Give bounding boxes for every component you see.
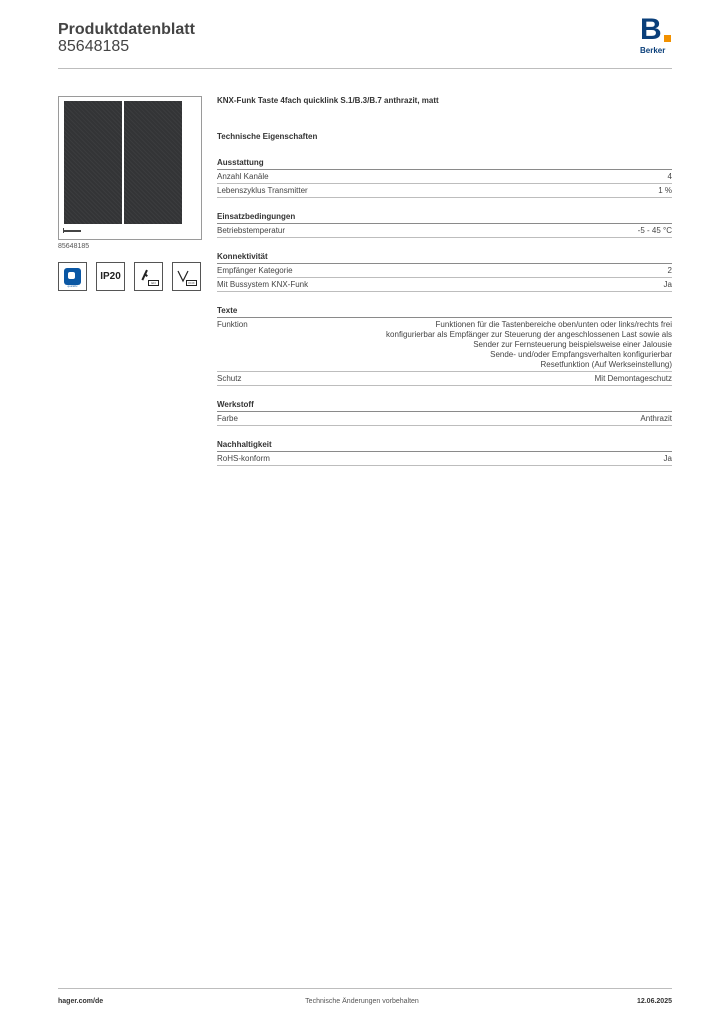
- section-einsatzbedingungen: [217, 212, 672, 238]
- row-value: 4: [667, 172, 672, 181]
- section-konnektivitaet: [217, 252, 672, 292]
- ip20-icon: [96, 262, 125, 291]
- quality-sub: quickfix: [67, 284, 78, 288]
- image-caption: 85648185: [58, 243, 90, 250]
- footer-website-link[interactable]: hager.com/de: [58, 998, 104, 1005]
- section-werkstoff: [217, 400, 672, 426]
- value-line: konfigurierbar als Empfänger zur Steuerung der angeschlossenen Last sowie als: [386, 330, 672, 339]
- table-row: [217, 170, 672, 184]
- row-label: Schutz: [217, 374, 242, 383]
- technical-content: [217, 96, 672, 466]
- section-title: Konnektivität: [217, 252, 672, 264]
- curve-symbol-icon: [172, 262, 201, 291]
- row-value: 1 %: [658, 186, 672, 195]
- row-label: Empfänger Kategorie: [217, 266, 293, 275]
- knx-label: KNX: [186, 280, 197, 286]
- row-label: Lebenszyklus Transmitter: [217, 186, 308, 195]
- row-value: Mit Demontageschutz: [594, 374, 672, 383]
- row-label: Funktion: [217, 320, 248, 329]
- document-title: Produktdatenblatt: [58, 21, 195, 38]
- product-heading: KNX-Funk Taste 4fach quicklink S.1/B.3/B.7 anthrazit, matt: [217, 96, 439, 105]
- quality-q-icon: [58, 262, 87, 291]
- header-divider: [58, 68, 672, 69]
- value-line: Sende- und/oder Empfangsverhalten konfigurierbar: [490, 350, 672, 359]
- table-row: [217, 224, 672, 238]
- table-row: [217, 264, 672, 278]
- section-texte: [217, 306, 672, 386]
- tech-properties-heading: Technische Eigenschaften: [217, 132, 318, 141]
- footer-date: 12.06.2025: [636, 998, 672, 1005]
- footer-divider: [58, 988, 672, 989]
- row-value: 2: [667, 266, 672, 275]
- table-row: [217, 184, 672, 198]
- table-row: [217, 278, 672, 292]
- ip20-label: IP20: [100, 271, 121, 282]
- rocker-right: [124, 101, 182, 224]
- rocker-left: [64, 101, 122, 224]
- en-label: EN: [148, 280, 159, 286]
- row-value: Ja: [663, 280, 672, 289]
- section-title: Texte: [217, 306, 672, 318]
- scale-icon: [63, 230, 81, 233]
- value-line: Funktionen für die Tastenbereiche oben/unten oder links/rechts frei: [435, 320, 672, 329]
- footer-disclaimer: Technische Änderungen vorbehalten: [305, 998, 419, 1005]
- row-label: Anzahl Kanäle: [217, 172, 269, 181]
- row-value: [386, 320, 672, 370]
- table-row: [217, 318, 672, 372]
- value-line: Sender zur Fernsteuerung beispielsweise einer Jalousie: [473, 340, 672, 349]
- logo-mark: B: [640, 13, 662, 46]
- value-line: Resetfunktion (Auf Werkseinstellung): [540, 360, 672, 369]
- berker-logo: [640, 13, 674, 56]
- section-title: Einsatzbedingungen: [217, 212, 672, 224]
- section-nachhaltigkeit: [217, 440, 672, 466]
- row-label: Farbe: [217, 414, 238, 423]
- table-row: [217, 372, 672, 386]
- logo-text: Berker: [640, 46, 666, 55]
- table-row: [217, 412, 672, 426]
- section-ausstattung: [217, 158, 672, 198]
- table-row: [217, 452, 672, 466]
- section-title: Nachhaltigkeit: [217, 440, 672, 452]
- row-label: Betriebstemperatur: [217, 226, 286, 235]
- row-value: Ja: [663, 454, 672, 463]
- row-label: RoHS-konform: [217, 454, 270, 463]
- row-value: -5 - 45 °C: [637, 226, 672, 235]
- article-number: 85648185: [58, 38, 130, 55]
- row-value: Anthrazit: [640, 414, 672, 423]
- product-checkmark-box-icon: [134, 262, 163, 291]
- row-label: Mit Bussystem KNX-Funk: [217, 280, 309, 289]
- section-title: Werkstoff: [217, 400, 672, 412]
- section-title: Ausstattung: [217, 158, 672, 170]
- certification-badges: [58, 262, 210, 291]
- logo-dot: [664, 35, 671, 42]
- product-image: [58, 96, 202, 240]
